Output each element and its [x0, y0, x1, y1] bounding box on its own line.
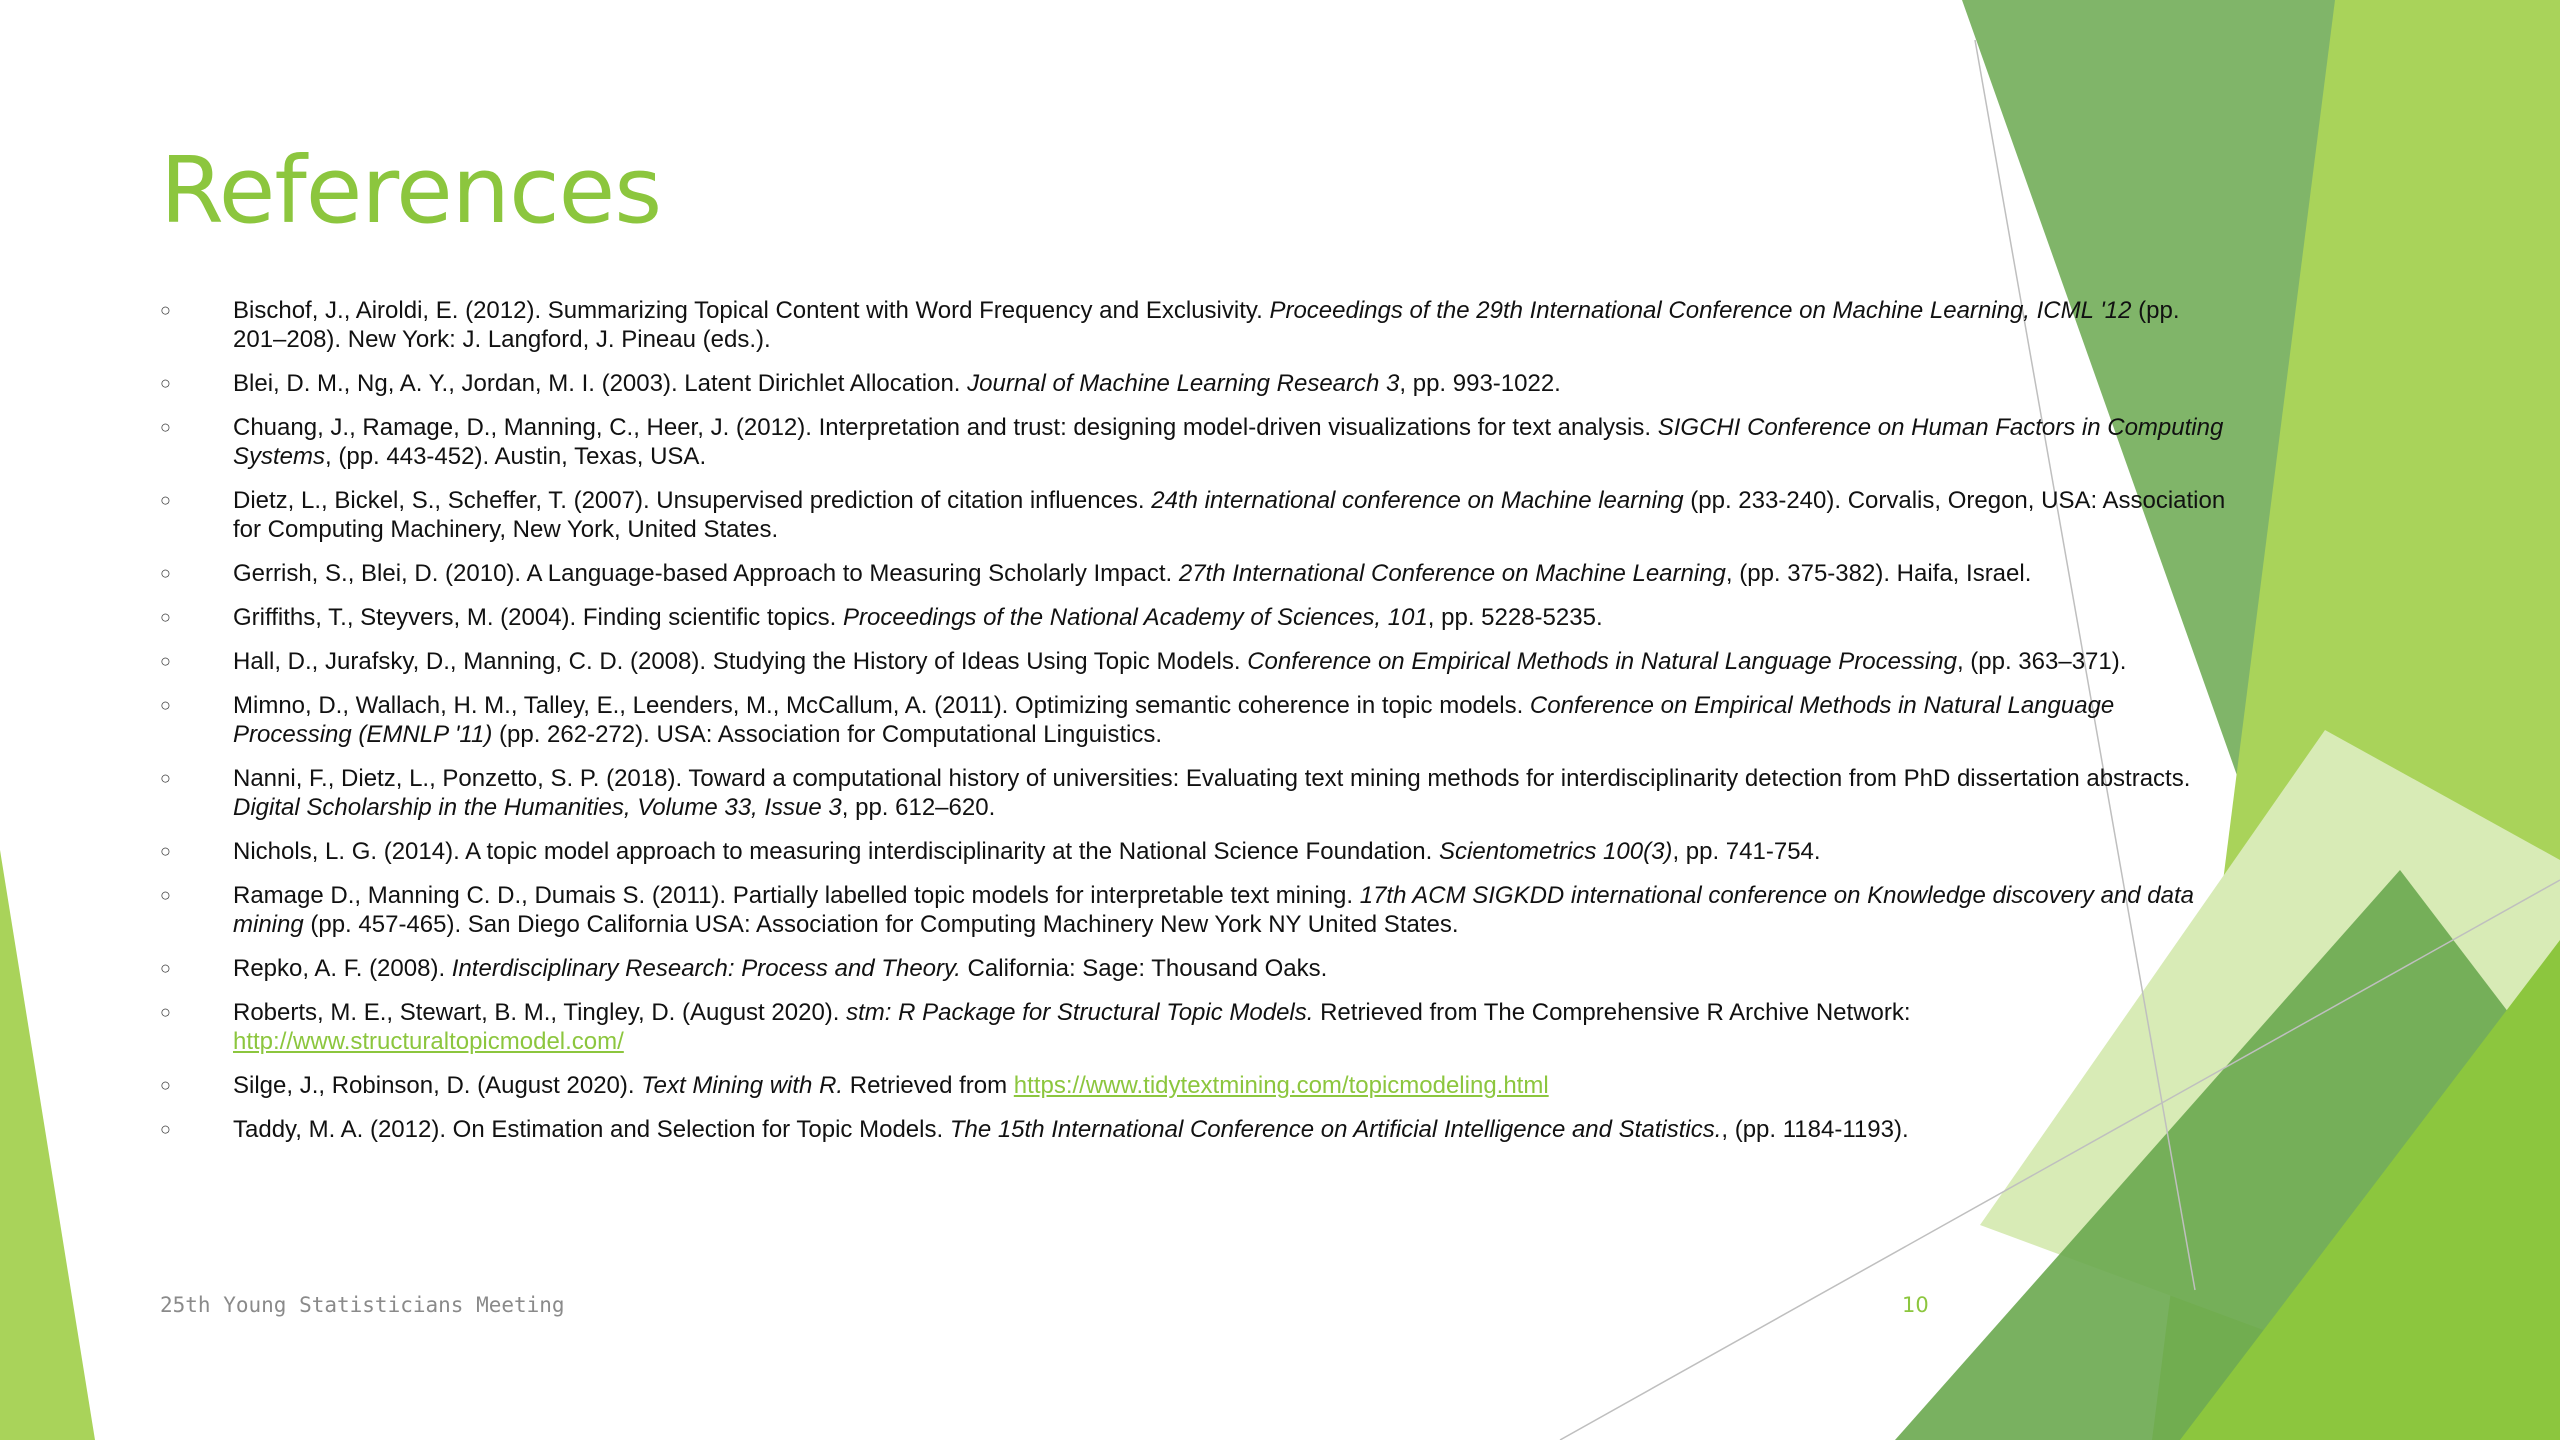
- reference-item: [160, 559, 2230, 588]
- reference-text: Silge, J., Robinson, D. (August 2020).: [233, 1072, 642, 1099]
- reference-text: Nanni, F., Dietz, L., Ponzetto, S. P. (2018). Toward a computational history of universities: Evaluating text mining methods for interdisciplinarity detection from PhD dissertation abstracts.: [233, 765, 2191, 792]
- reference-text: Retrieved from The Comprehensive R Archive Network:: [1313, 999, 1911, 1026]
- reference-item: [160, 1115, 2230, 1144]
- reference-text: (pp. 457-465). San Diego California USA: Association for Computing Machinery New York NY United States.: [303, 911, 1459, 938]
- reference-text: Repko, A. F. (2008).: [233, 955, 452, 982]
- reference-item: [160, 296, 2230, 354]
- reference-text: Chuang, J., Ramage, D., Manning, C., Heer, J. (2012). Interpretation and trust: designing model-driven visualizations for text analysis.: [233, 414, 1658, 441]
- reference-source: Conference on Empirical Methods in Natural Language Processing (EMNLP '11): [233, 692, 2115, 748]
- reference-source: Interdisciplinary Research: Process and Theory.: [451, 955, 961, 982]
- reference-item: [160, 998, 2230, 1056]
- bullet-icon: ○: [160, 300, 171, 320]
- bullet-icon: ○: [160, 885, 171, 905]
- page-title: References: [160, 137, 662, 244]
- reference-link[interactable]: https://www.tidytextmining.com/topicmodeling.html: [1013, 1072, 1549, 1099]
- footer-text: 25th Young Statisticians Meeting: [160, 1293, 565, 1317]
- reference-source: 17th ACM SIGKDD international conference on Knowledge discovery and data mining: [233, 882, 2194, 938]
- reference-source: stm: R Package for Structural Topic Models.: [846, 999, 1314, 1026]
- bullet-icon: ○: [160, 490, 171, 510]
- reference-text: Retrieved from: [843, 1072, 1014, 1099]
- reference-text: , (pp. 1184-1193).: [1721, 1116, 1909, 1143]
- reference-item: [160, 954, 2230, 983]
- reference-item: [160, 413, 2230, 471]
- reference-source: Text Mining with R.: [641, 1072, 844, 1099]
- reference-text: , pp. 5228-5235.: [1427, 604, 1603, 631]
- reference-item: [160, 647, 2230, 676]
- reference-source: Scientometrics 100(3): [1439, 838, 1673, 865]
- reference-item: [160, 691, 2230, 749]
- reference-link[interactable]: http://www.structuraltopicmodel.com/: [233, 1028, 624, 1055]
- reference-item: [160, 486, 2230, 544]
- reference-text: , pp. 612–620.: [841, 794, 996, 821]
- reference-source: Digital Scholarship in the Humanities, Volume 33, Issue 3: [233, 794, 842, 821]
- page-number: 10: [1902, 1293, 1929, 1317]
- reference-text: Roberts, M. E., Stewart, B. M., Tingley, D. (August 2020).: [233, 999, 847, 1026]
- reference-text: Dietz, L., Bickel, S., Scheffer, T. (2007). Unsupervised prediction of citation influences.: [233, 487, 1152, 514]
- reference-text: (pp. 262-272). USA: Association for Computational Linguistics.: [492, 721, 1163, 748]
- reference-text: , (pp. 443-452). Austin, Texas, USA.: [325, 443, 707, 470]
- reference-source: 24th international conference on Machine learning: [1151, 487, 1684, 514]
- bullet-icon: ○: [160, 1002, 171, 1022]
- reference-text: Gerrish, S., Blei, D. (2010). A Language-based Approach to Measuring Scholarly Impact.: [233, 560, 1179, 587]
- reference-text: Blei, D. M., Ng, A. Y., Jordan, M. I. (2003). Latent Dirichlet Allocation.: [233, 370, 968, 397]
- reference-item: [160, 837, 2230, 866]
- bullet-icon: ○: [160, 958, 171, 978]
- bullet-icon: ○: [160, 651, 171, 671]
- reference-text: Hall, D., Jurafsky, D., Manning, C. D. (2008). Studying the History of Ideas Using Topic Models.: [233, 648, 1248, 675]
- reference-text: Taddy, M. A. (2012). On Estimation and Selection for Topic Models.: [233, 1116, 950, 1143]
- left-green-sliver: [0, 850, 95, 1440]
- bullet-icon: ○: [160, 768, 171, 788]
- reference-text: (pp. 233-240). Corvalis, Oregon, USA: Association for Computing Machinery, New York, United States.: [233, 487, 2226, 543]
- bullet-icon: ○: [160, 1075, 171, 1095]
- reference-source: Journal of Machine Learning Research 3: [967, 370, 1400, 397]
- reference-text: , pp. 741-754.: [1672, 838, 1821, 865]
- bullet-icon: ○: [160, 1119, 171, 1139]
- reference-source: The 15th International Conference on Artificial Intelligence and Statistics.: [949, 1116, 1722, 1143]
- reference-text: , (pp. 363–371).: [1956, 648, 2127, 675]
- bullet-icon: ○: [160, 563, 171, 583]
- references-list: [160, 296, 2230, 1159]
- reference-text: Bischof, J., Airoldi, E. (2012). Summarizing Topical Content with Word Frequency and Exclusivity.: [233, 297, 1270, 324]
- bullet-icon: ○: [160, 695, 171, 715]
- reference-item: [160, 1071, 2230, 1100]
- reference-source: Conference on Empirical Methods in Natural Language Processing: [1247, 648, 1957, 675]
- reference-text: Ramage D., Manning C. D., Dumais S. (2011). Partially labelled topic models for interpretable text mining.: [233, 882, 1360, 909]
- bullet-icon: ○: [160, 373, 171, 393]
- reference-text: Nichols, L. G. (2014). A topic model approach to measuring interdisciplinarity at the National Science Foundation.: [233, 838, 1439, 865]
- reference-item: [160, 369, 2230, 398]
- reference-source: Proceedings of the National Academy of Sciences, 101: [843, 604, 1428, 631]
- bullet-icon: ○: [160, 417, 171, 437]
- reference-text: Mimno, D., Wallach, H. M., Talley, E., Leenders, M., McCallum, A. (2011). Optimizing semantic coherence in topic models.: [233, 692, 1530, 719]
- reference-item: [160, 764, 2230, 822]
- reference-source: SIGCHI Conference on Human Factors in Computing Systems: [233, 414, 2224, 470]
- reference-text: , (pp. 375-382). Haifa, Israel.: [1725, 560, 2032, 587]
- reference-text: California: Sage: Thousand Oaks.: [960, 955, 1328, 982]
- reference-text: Griffiths, T., Steyvers, M. (2004). Finding scientific topics.: [233, 604, 843, 631]
- bullet-icon: ○: [160, 607, 171, 627]
- reference-item: [160, 881, 2230, 939]
- reference-text: (pp. 201–208). New York: J. Langford, J. Pineau (eds.).: [233, 297, 2180, 353]
- bullet-icon: ○: [160, 841, 171, 861]
- reference-item: [160, 603, 2230, 632]
- reference-source: 27th International Conference on Machine Learning: [1178, 560, 1726, 587]
- reference-text: , pp. 993-1022.: [1399, 370, 1561, 397]
- reference-source: Proceedings of the 29th International Conference on Machine Learning, ICML '12: [1269, 297, 2132, 324]
